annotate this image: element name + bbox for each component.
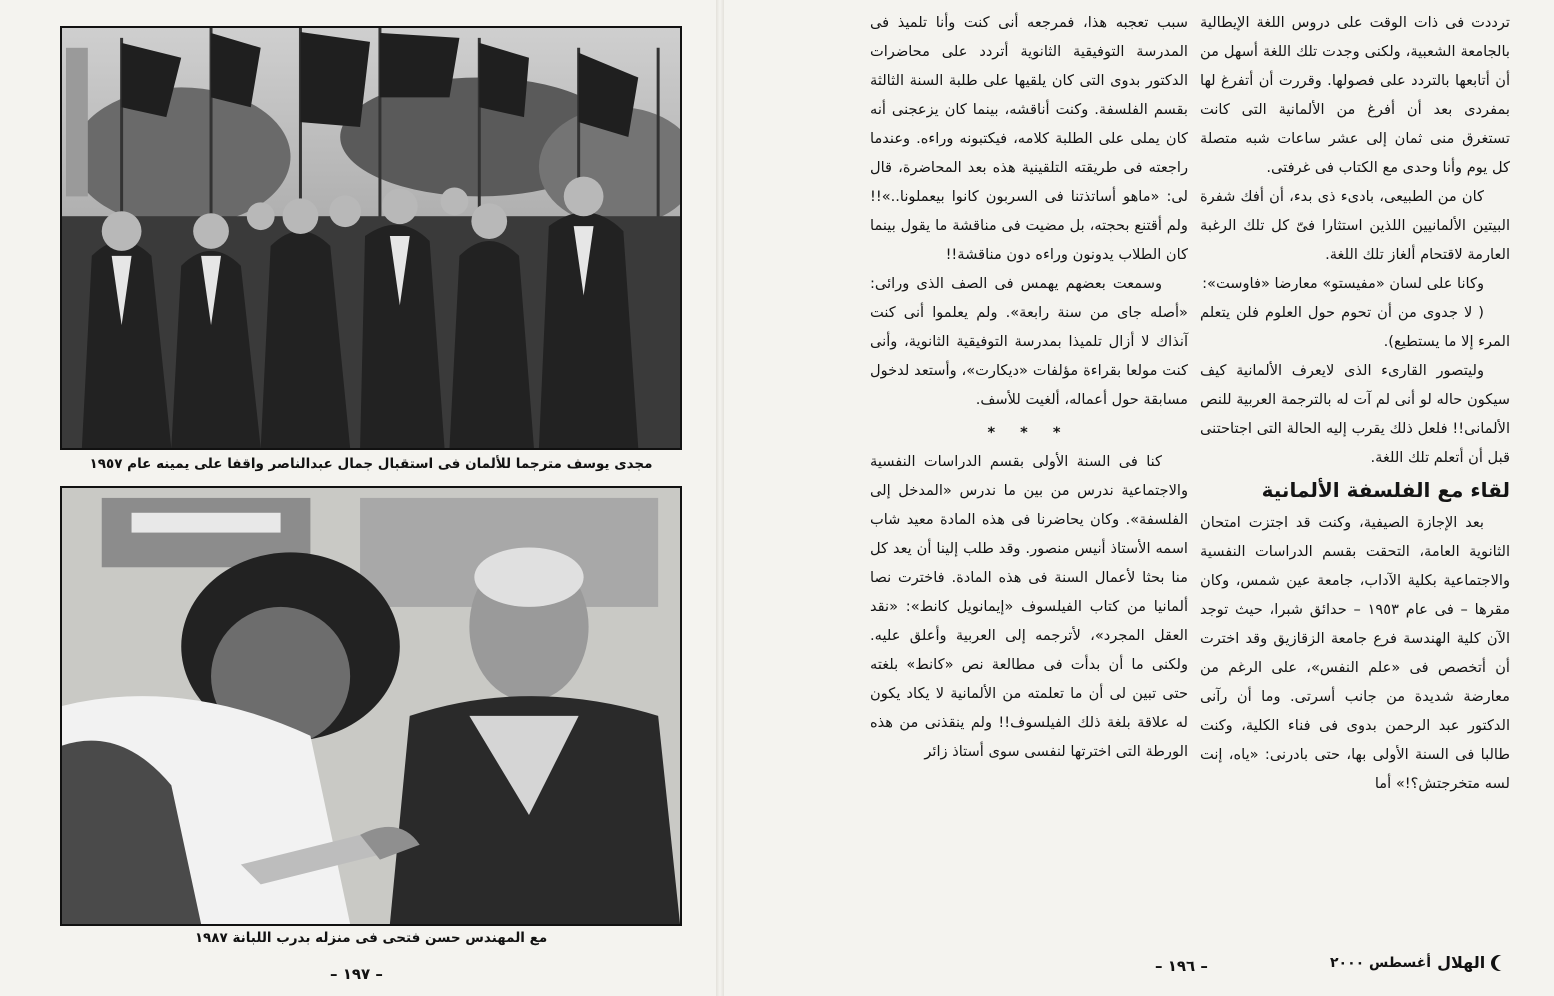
page-number-left: – ١٩٧ – (330, 965, 383, 983)
text-column-left (870, 8, 1188, 766)
photo-hassan-fathy-image (62, 488, 680, 924)
paragraph: وسمعت بعضهم يهمس فى الصف الذى ورائى: «أصله جاى من سنة رابعة». ولم يعلموا أنى كنت آنذاك لا أزال تلميذا بمدرسة التوفيقية الثانوية، وأنى كنت مولعا بقراءة مؤلفات «ديكارت»، وأستعد لدخول مسابقة حول أعماله، ألغيت للأسف. (870, 275, 1188, 408)
text-column-right (1200, 8, 1510, 798)
magazine-name: الهلال (1437, 953, 1486, 972)
magazine-footer (1330, 953, 1511, 972)
photo-reception-image (62, 28, 680, 448)
issue-date: أغسطس ٢٠٠٠ (1330, 954, 1432, 971)
book-gutter (716, 0, 724, 996)
paragraph: وكانا على لسان «مفيستو» معارضا «فاوست»: (1202, 275, 1484, 292)
photo-reception-nasser (60, 26, 682, 450)
paragraph: وليتصور القارىء الذى لايعرف الألمانية كيف سيكون حاله لو أنى لم آت له بالترجمة العربية للنص الألمانى!! فلعل ذلك يقرب إليه الحالة التى اجتاحتنى قبل أن أتعلم تلك اللغة. (1200, 362, 1510, 466)
crescent-logo-icon (1495, 955, 1511, 971)
paragraph: بعد الإجازة الصيفية، وكنت قد اجتزت امتحان الثانوية العامة، التحقت بقسم الدراسات النفسية والاجتماعية بكلية الآداب، جامعة عين شمس، وكان مقرها – فى عام ١٩٥٣ – حدائق شبرا، حيث توجد الآن كلية الهندسة فرع جامعة الزقازيق وقد اخترت أن أتخصص فى «علم النفس»، على الرغم من معارضة شديدة من جانب أسرتى. وما أن رآنى الدكتور عبد الرحمن بدوى فى فناء الكلية، وكنت طالبا فى السنة الأولى بها، حتى بادرنى: «ياه، إنت لسه متخرجتش؟!» أما (1200, 514, 1511, 792)
verse-quote: ( لا جدوى من أن تحوم حول العلوم فلن يتعلم المرء إلا ما يستطيع). (1200, 304, 1510, 350)
paragraph: كنا فى السنة الأولى بقسم الدراسات النفسية والاجتماعية ندرس من بين ما ندرس «المدخل إلى الفلسفة». وكان يحاضرنا فى هذه المادة معيد شاب اسمه الأستاذ أنيس منصور. وقد طلب إلينا أن يعد كل منا بحثا لأعمال السنة فى هذه المادة. فاخترت نصا ألمانيا من كتاب الفيلسوف «إيمانويل كانط»: «نقد العقل المجرد»، لأترجمه إلى العربية وأعلق عليه. ولكنى ما أن بدأت فى مطالعة نص «كانط» بلغته حتى تبين لى أن ما تعلمته من الألمانية لا يكاد يكون له علاقة بلغة ذلك الفيلسوف!! ولم ينقذنى من هذه الورطة التى اخترتها لنفسى سوى أستاذ زائر (870, 453, 1188, 760)
photo-hassan-fathy (60, 486, 682, 926)
paragraph: كان من الطبيعى، بادىء ذى بدء، أن أفك شفرة البيتين الألمانيين اللذين استثارا فىّ كل تلك الرغبة العارمة لاقتحام ألغاز تلك اللغة. (1200, 188, 1510, 263)
paragraph: سبب تعجبه هذا، فمرجعه أنى كنت وأنا تلميذ فى المدرسة التوفيقية الثانوية أتردد على محاضرات الدكتور بدوى التى كان يلقيها على طلبة السنة الثالثة بقسم الفلسفة. وكنت أناقشه، بينما كان يزعجنى أنه كان يملى على الطلبة كلامه، فيكتبونه وراءه. وعندما راجعته فى طريقته التلقينية هذه بعد المحاضرة، قال لى: «ماهو أساتذتنا فى السربون كانوا بيعملونا..»!! ولم أقتنع بحجته، بل مضيت فى مناقشة ما يقول بينما كان الطلاب يدونون وراءه دون مناقشة!! (870, 14, 1188, 263)
page-number-right: – ١٩٦ – (1155, 957, 1208, 975)
paragraph: ترددت فى ذات الوقت على دروس اللغة الإيطالية بالجامعة الشعبية، ولكنى وجدت تلك اللغة أسهل من أن أتابعها بالتردد على فصولها. وقررت أن أتفرغ لها بمفردى بعد أن أفرغ من الألمانية التى كانت تستغرق منى ثمان إلى عشر ساعات شبه متصلة كل يوم وأنا وحدى مع الكتاب فى غرفتى. (1200, 14, 1510, 176)
section-separator: * * * (987, 424, 1071, 441)
section-heading: لقاء مع الفلسفة الألمانية (1261, 478, 1510, 502)
photo-caption-reception: مجدى يوسف مترجما للألمان فى استقبال جمال عبدالناصر واقفا على يمينه عام ١٩٥٧ (89, 456, 653, 472)
photo-caption-hassan-fathy: مع المهندس حسن فتحى فى منزله بدرب اللبانة ١٩٨٧ (194, 930, 548, 946)
left-page (0, 0, 720, 996)
